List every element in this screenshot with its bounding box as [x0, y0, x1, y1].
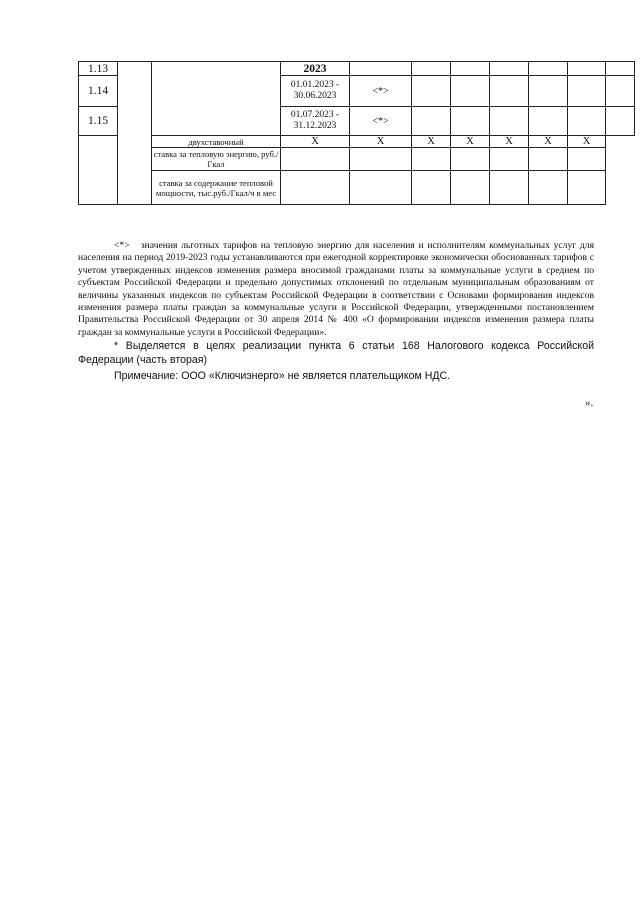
x-mark: X [490, 136, 529, 148]
lgota-cell: <*> [350, 76, 412, 107]
capacity-rate-label: ставка за содержание тепловой мощности, тыс.руб./Гкал/ч в мес [152, 171, 281, 205]
lgota-cell: <*> [350, 107, 412, 136]
table-row [79, 62, 635, 76]
period-cell: 01.07.2023 - 31.12.2023 [281, 107, 350, 136]
table-row [79, 148, 635, 171]
footnote-marker: <*> [114, 240, 130, 251]
empty-cell [152, 62, 281, 136]
period-cell: 01.01.2023 - 30.06.2023 [281, 76, 350, 107]
remark-note: Примечание: ООО «Ключиэнерго» не является плательщиком НДС. [114, 370, 451, 383]
empty-cell [79, 136, 118, 205]
table-row [79, 136, 635, 148]
x-mark: X [451, 136, 490, 148]
empty-cell [118, 62, 152, 205]
tariff-table [78, 61, 635, 205]
row-number: 1.14 [79, 76, 118, 107]
year-cell: 2023 [281, 62, 350, 76]
row-number: 1.13 [79, 62, 118, 76]
footnote-text: значения льготных тарифов на тепловую энергию для населения и исполнителям коммунальных услуг для населения на период 2019-2023 годы устанавливаются при ежегодной корректировке экономически обоснованных тарифов с учетом утвержденных индексов изменения размера вносимой гражданами платы за коммунальные услуги в среднем по субъектам Российской Федерации и предельно допустимых отклонений по отдельным муниципальным образованиям от величины указанных индексов по субъектам Российской Федерации в соответствии с Основами формирования индексов изменения размера платы граждан за коммунальные услуги в Российской Федерации, утвержденными постановлением Правительства Российской Федерации от 30 апреля 2014 № 400 «О формировании индексов изменения размера платы граждан за коммунальные услуги в Российской Федерации». [78, 240, 594, 338]
x-mark: X [568, 136, 606, 148]
two-part-label: двухставочный [152, 136, 281, 148]
vat-note: * Выделяется в целях реализации пункта 6 статьи 168 Налогового кодекса Российской Федерации (часть вторая) [78, 340, 594, 367]
footnote-paragraph [78, 240, 594, 339]
table-row [79, 171, 635, 205]
closing-quote-mark: ». [585, 397, 594, 409]
row-number: 1.15 [79, 107, 118, 136]
energy-rate-label: ставка за тепловую энергию, руб./Гкал [152, 148, 281, 171]
x-mark: X [529, 136, 568, 148]
x-mark: X [281, 136, 350, 148]
x-mark: X [412, 136, 451, 148]
notes-section [78, 240, 594, 383]
x-mark: X [350, 136, 412, 148]
